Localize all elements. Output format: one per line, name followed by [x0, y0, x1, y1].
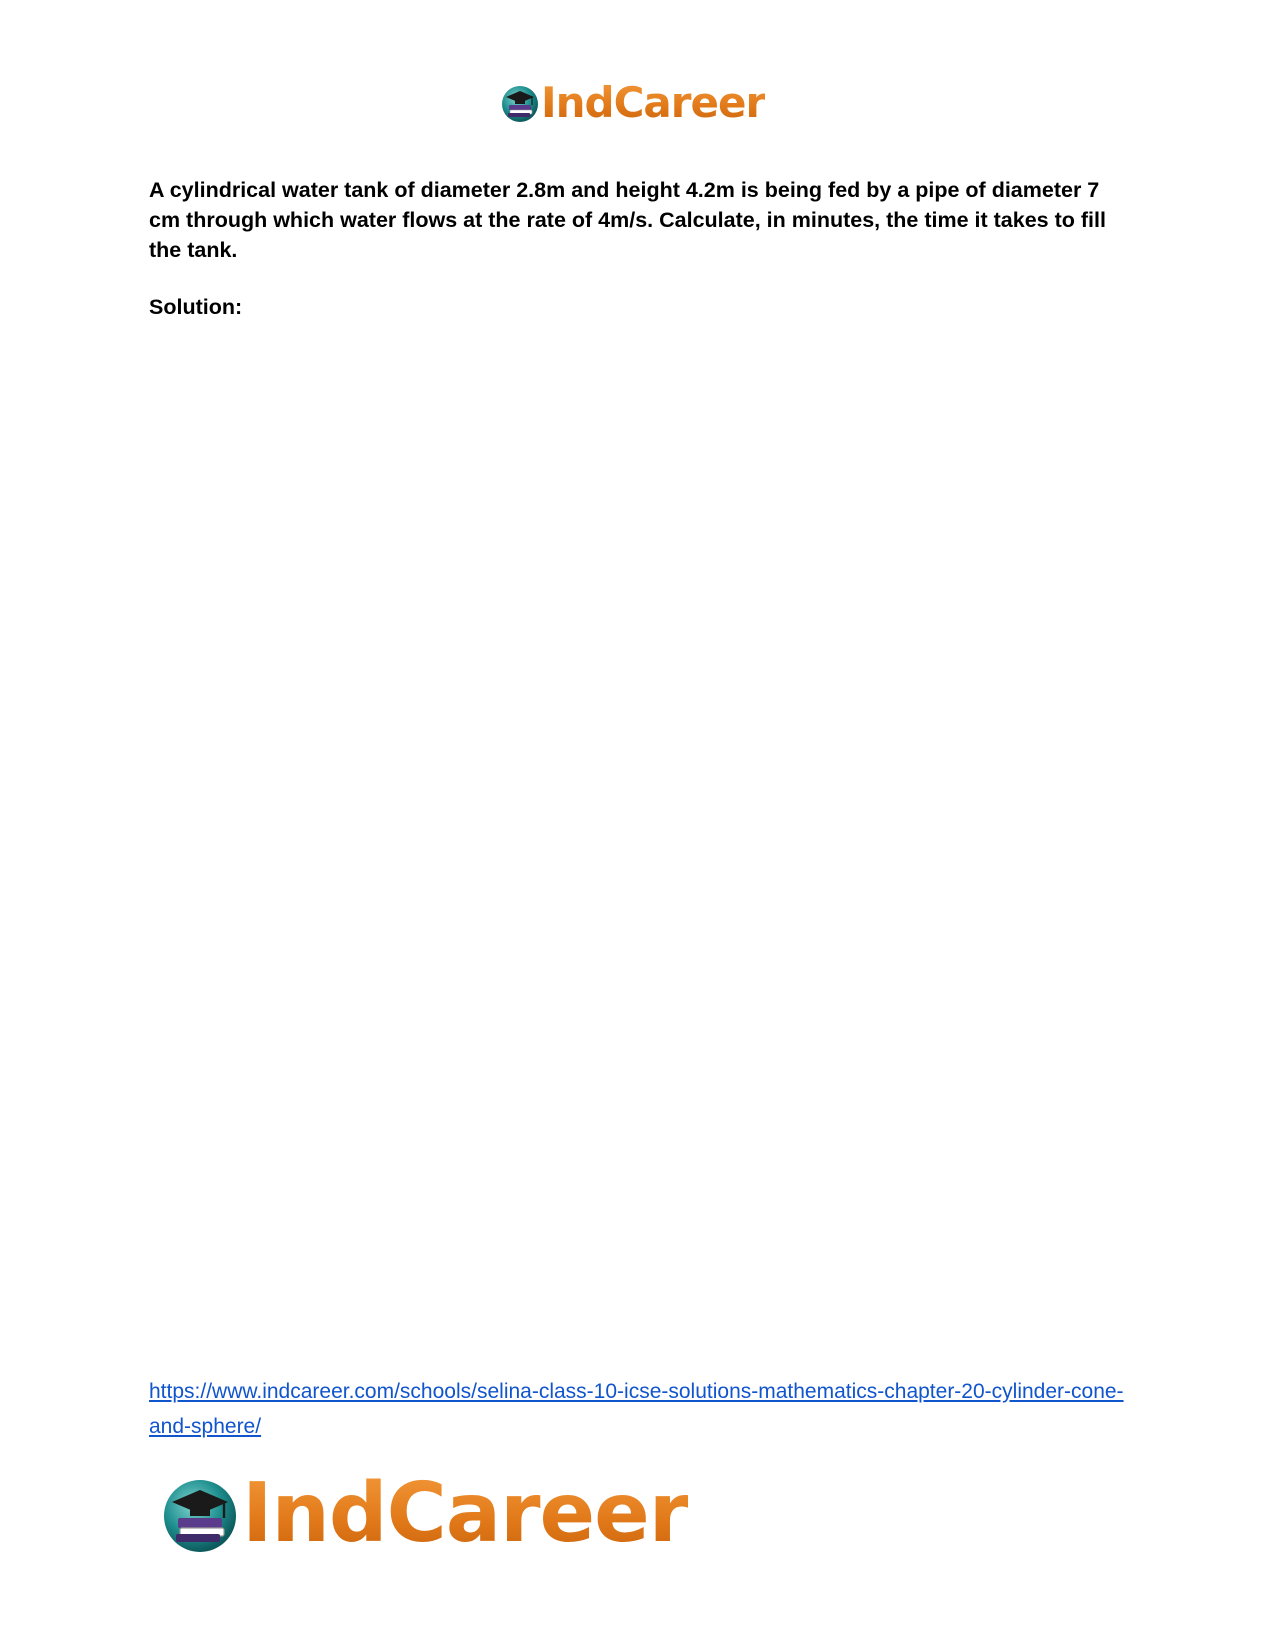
source-url-link[interactable]: https://www.indcareer.com/schools/selina-class-10-icse-solutions-mathematics-chapter-20-cylinder-cone-and-sphere/: [149, 1380, 1124, 1438]
header-logo: [500, 78, 765, 128]
solution-label: Solution:: [149, 295, 243, 319]
header-logo-text: IndCareer: [541, 78, 766, 127]
footer-logo: [160, 1466, 688, 1562]
graduation-cap-books-globe-icon: [160, 1474, 240, 1554]
graduation-cap-books-globe-icon: [500, 83, 540, 123]
footer-logo-text: IndCareer: [242, 1466, 689, 1561]
question-text: A cylindrical water tank of diameter 2.8m and height 4.2m is being fed by a pipe of diameter 7 cm through which water flows at the rate of 4m/s. Calculate, in minutes, the time it takes to fill the tank.: [149, 178, 1106, 262]
